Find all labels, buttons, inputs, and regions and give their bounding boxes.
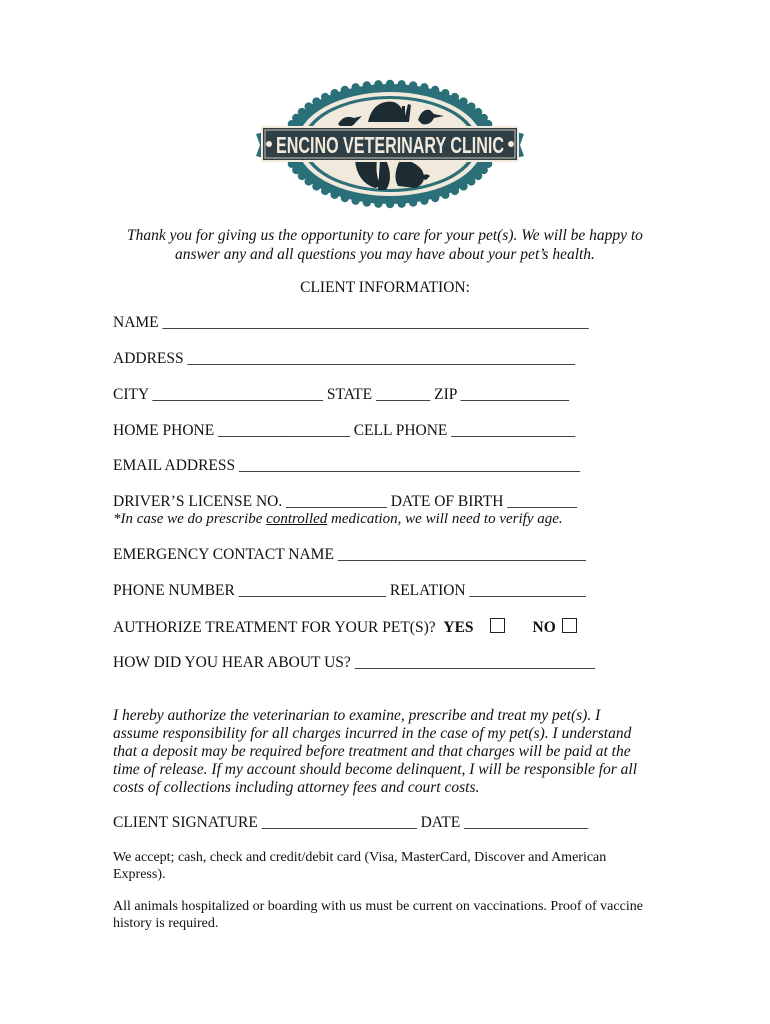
- gear-tooth: [312, 182, 320, 190]
- name-label: NAME: [113, 314, 159, 331]
- gear-tooth: [351, 83, 359, 91]
- section-heading: CLIENT INFORMATION:: [300, 279, 470, 296]
- gear-tooth: [409, 198, 417, 206]
- gear-tooth: [441, 191, 449, 199]
- logo-banner: [256, 127, 524, 161]
- gear-tooth: [451, 93, 459, 101]
- gear-tooth: [459, 182, 467, 190]
- gear-tooth: [474, 172, 482, 180]
- email-label: EMAIL ADDRESS: [113, 457, 236, 474]
- gear-tooth: [304, 102, 312, 110]
- gear-tooth: [363, 198, 371, 206]
- dob-field[interactable]: _________: [507, 493, 578, 510]
- gear-tooth: [363, 81, 371, 89]
- signature-field[interactable]: ____________________: [261, 814, 417, 831]
- emergency-row: [113, 546, 586, 564]
- payment-text: We accept; cash, check and credit/debit card (Visa, MasterCard, Discover and American Express).: [113, 850, 607, 882]
- license-field[interactable]: _____________: [286, 493, 387, 510]
- controlled-word: controlled: [266, 511, 328, 527]
- gear-tooth: [467, 177, 475, 185]
- gear-tooth: [341, 194, 349, 202]
- hear-field[interactable]: _______________________________: [354, 654, 595, 671]
- hear-label: HOW DID YOU HEAR ABOUT US?: [113, 654, 351, 671]
- gear-tooth: [321, 93, 329, 101]
- yes-label: YES: [443, 619, 474, 636]
- home-phone-field[interactable]: _________________: [218, 422, 350, 439]
- zip-field[interactable]: ______________: [460, 386, 570, 403]
- relation-label: RELATION: [389, 582, 466, 599]
- gear-tooth: [330, 89, 338, 97]
- authorize-row: [113, 618, 577, 637]
- cell-phone-label: CELL PHONE: [353, 422, 448, 439]
- license-label: DRIVER’S LICENSE NO.: [113, 493, 283, 510]
- email-row: [113, 457, 580, 475]
- gear-tooth: [351, 196, 359, 204]
- gear-tooth: [304, 177, 312, 185]
- zip-label: ZIP: [434, 386, 457, 403]
- gear-tooth: [386, 200, 394, 208]
- clinic-logo: [250, 82, 530, 207]
- gear-tooth: [330, 191, 338, 199]
- intro-text: Thank you for giving us the opportunity to care for your pet(s). We will be happy to answer any and all questions you may have about your pet’s health.: [127, 227, 643, 263]
- gear-tooth: [386, 80, 394, 88]
- emergency-label: EMERGENCY CONTACT NAME: [113, 546, 334, 563]
- signature-row: [113, 814, 588, 832]
- date-field[interactable]: ________________: [464, 814, 589, 831]
- gear-tooth: [374, 80, 382, 88]
- state-label: STATE: [326, 386, 373, 403]
- gear-tooth: [459, 97, 467, 105]
- vaccine-text: All animals hospitalized or boarding with us must be current on vaccinations. Proof of vaccine history is required.: [113, 899, 643, 931]
- city-field[interactable]: ______________________: [152, 386, 323, 403]
- gear-tooth: [451, 187, 459, 195]
- license-dob-row: [113, 493, 577, 511]
- no-checkbox[interactable]: [562, 618, 577, 633]
- gear-tooth: [467, 102, 475, 110]
- address-row: [113, 350, 575, 368]
- email-field[interactable]: ____________________________________________: [239, 457, 581, 474]
- yes-checkbox[interactable]: [490, 618, 505, 633]
- cell-phone-field[interactable]: ________________: [451, 422, 576, 439]
- name-row: [113, 314, 589, 332]
- gear-tooth: [431, 194, 439, 202]
- authorization-paragraph: I hereby authorize the veterinarian to examine, prescribe and treat my pet(s). I assume responsibility for all charges incurred in the case of my pet(s). I understand that a deposit may be required before treatment and that charges will be paid at the time of release. If my account should become delinquent, I will be responsible for all costs of collections including attorney fees and court costs.: [113, 707, 638, 796]
- gear-tooth: [397, 199, 405, 207]
- no-label: NO: [532, 619, 556, 636]
- phone-number-field[interactable]: ___________________: [238, 582, 386, 599]
- relation-field[interactable]: _______________: [469, 582, 586, 599]
- gear-tooth: [312, 97, 320, 105]
- gear-tooth: [420, 196, 428, 204]
- gear-tooth: [374, 199, 382, 207]
- gear-tooth: [341, 86, 349, 94]
- date-label: DATE: [420, 814, 461, 831]
- phone-row: [113, 422, 575, 440]
- gear-tooth: [431, 86, 439, 94]
- phone-relation-row: [113, 582, 586, 600]
- address-label: ADDRESS: [113, 350, 184, 367]
- gear-tooth: [298, 108, 306, 116]
- home-phone-label: HOME PHONE: [113, 422, 215, 439]
- hear-about-row: [113, 654, 595, 672]
- authorize-label: AUTHORIZE TREATMENT FOR YOUR PET(S)?: [113, 619, 436, 636]
- gear-tooth: [420, 83, 428, 91]
- gear-tooth: [441, 89, 449, 97]
- city-state-zip-row: [113, 386, 569, 404]
- logo-text: ENCINO VETERINARY CLINIC: [276, 132, 504, 158]
- gear-tooth: [321, 187, 329, 195]
- gear-tooth: [397, 80, 405, 88]
- dob-label: DATE OF BIRTH: [390, 493, 504, 510]
- signature-label: CLIENT SIGNATURE: [113, 814, 258, 831]
- state-field[interactable]: _______: [375, 386, 431, 403]
- name-field[interactable]: _______________________________________________________: [162, 314, 589, 331]
- verify-age-note: *In case we do prescribe controlled medication, we will need to verify age.: [113, 511, 563, 527]
- city-label: CITY: [113, 386, 149, 403]
- address-field[interactable]: __________________________________________________: [187, 350, 576, 367]
- phone-number-label: PHONE NUMBER: [113, 582, 235, 599]
- gear-tooth: [409, 81, 417, 89]
- emergency-field[interactable]: ________________________________: [337, 546, 586, 563]
